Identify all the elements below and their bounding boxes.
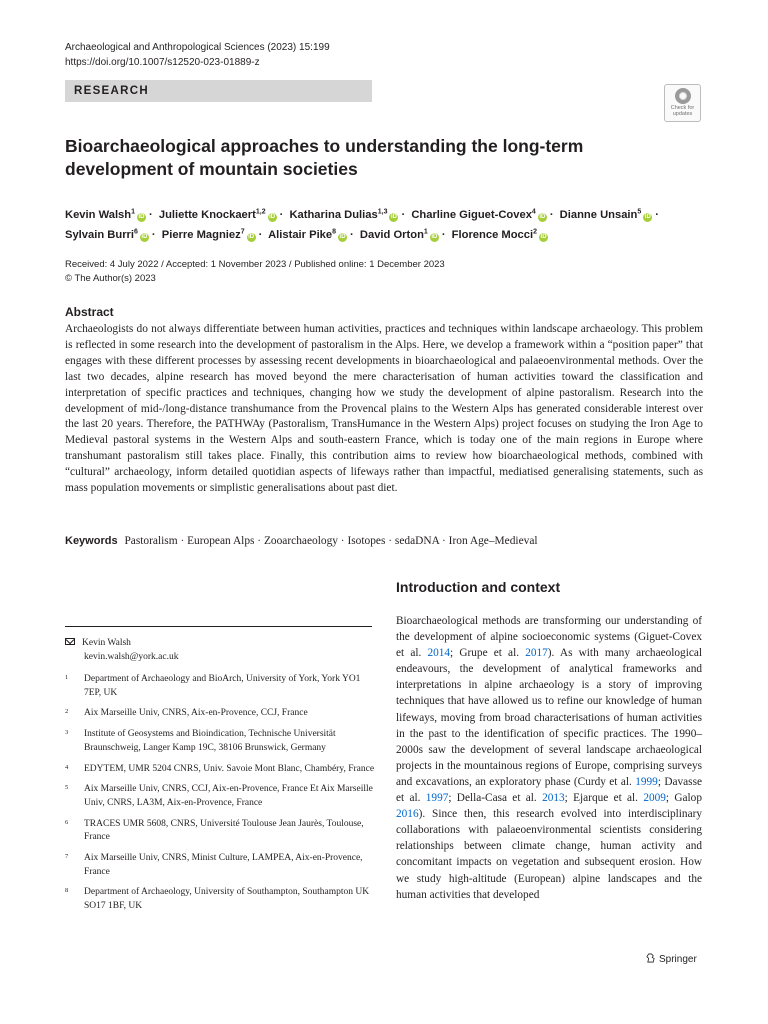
section-label: RESEARCH bbox=[65, 80, 372, 102]
orcid-icon[interactable]: iD bbox=[141, 234, 148, 241]
affiliation-number: 7 bbox=[65, 853, 69, 861]
affiliation-number: 2 bbox=[65, 708, 69, 716]
affiliation-number: 5 bbox=[65, 784, 69, 792]
citation-link[interactable]: 1997 bbox=[425, 792, 449, 805]
journal-citation: Archaeological and Anthropological Sciences (2023) 15:199 bbox=[65, 42, 330, 53]
affiliation-text: Aix Marseille Univ, CNRS, Aix-en-Provence, CCJ, France bbox=[84, 708, 308, 719]
orcid-icon[interactable]: iD bbox=[431, 234, 438, 241]
footnote-divider bbox=[65, 626, 372, 627]
citation-link[interactable]: 2017 bbox=[525, 647, 548, 660]
affiliation-item bbox=[65, 763, 375, 777]
copyright-line: © The Author(s) 2023 bbox=[65, 273, 156, 284]
dates-line: Received: 4 July 2022 / Accepted: 1 November 2023 / Published online: 1 December 2023 bbox=[65, 259, 445, 270]
introduction-text bbox=[396, 613, 702, 903]
author-list: Kevin Walsh$^1$iD · Juliette Knockaert$^{1,2}$iD · Katharina Dulias$^{1,3}$iD · Charline Giguet-Covex$^4$iD · Dianne Unsain$^5$iD · Sylvain Burri$^6$iD · Pierre Magniez$^7$iD · Alistair Pike$^8$iD · David Orton$^1$iD · Florence Mocci$^2$iD bbox=[65, 208, 660, 242]
orcid-icon[interactable]: iD bbox=[248, 234, 255, 241]
orcid-icon[interactable]: iD bbox=[339, 234, 346, 241]
publisher-name: Springer bbox=[659, 954, 697, 965]
author[interactable]: Charline Giguet-Covex$^4$iD bbox=[411, 208, 546, 221]
citation-link[interactable]: 1999 bbox=[635, 775, 658, 788]
body-text: ). Since then, this research evolved into interdisciplinary collaborations with palaeoenvironmental scientists considering relationships between climate change, human activity and concomitant impacts on vegetation and subsequent erosion. How we study high-altitude (European) alpine landscapes and the human activities that developed bbox=[396, 808, 702, 901]
author[interactable]: David Orton$^1$iD bbox=[359, 228, 438, 242]
body-text: ). As with many archaeological endeavours, the development of analytical frameworks and interpretations in alpine archaeology is a story of improving techniques that have allowed us to refine our knowledge of human lifeways, moving from broad characterisations of human activities in the past to the identification of specific practices. The 1990–2000s saw the development of several landscape archaeological projects in the mountainous regions of Europe, comprising surveys and excavations, an exploratory phase (Curdy et al. bbox=[396, 647, 702, 788]
check-badge-line2: updates bbox=[672, 111, 693, 117]
affiliation-item bbox=[65, 783, 375, 810]
body-text: ; Della-Casa et al. bbox=[448, 792, 543, 805]
affiliation-text: Aix Marseille Univ, CNRS, CCJ, Aix-en-Provence, France Et Aix Marseille Univ, CNRS, LA3M, Aix-en-Provence, France bbox=[84, 784, 373, 808]
orcid-icon[interactable]: iD bbox=[540, 234, 547, 241]
affiliation-text: Aix Marseille Univ, CNRS, Minist Culture, LAMPEA, Aix-en-Provence, France bbox=[84, 853, 363, 877]
affiliation-number: 4 bbox=[65, 763, 69, 771]
body-text: ; Galop bbox=[665, 792, 702, 805]
doi-link[interactable]: https://doi.org/10.1007/s12520-023-01889-z bbox=[65, 57, 260, 68]
check-updates-icon bbox=[675, 88, 691, 104]
affiliations bbox=[65, 673, 375, 921]
affiliation-number: 3 bbox=[65, 729, 69, 737]
keywords-list: Pastoralism · European Alps · Zooarchaeology · Isotopes · sedaDNA · Iron Age–Medieval bbox=[124, 535, 538, 547]
keywords-label: Keywords bbox=[65, 535, 118, 547]
orcid-icon[interactable]: iD bbox=[269, 213, 276, 220]
mail-icon bbox=[65, 638, 75, 645]
affiliation-item bbox=[65, 673, 375, 700]
affiliation-text: Department of Archaeology, University of Southampton, Southampton UK SO17 1BF, UK bbox=[84, 887, 370, 912]
corresponding-author bbox=[65, 636, 372, 664]
author[interactable]: Pierre Magniez$^7$iD bbox=[161, 228, 255, 242]
body-text: ; Davasse et al. bbox=[396, 775, 702, 805]
check-badge-line1: Check for bbox=[670, 105, 695, 111]
abstract-text: Archaeologists do not always differentiate between human activities, practices and techniques within landscape archaeology. This problem is reflected in some research into the development of pastoralism in the Alps. Here, we develop a framework within a “position paper” that engages with these different processes by assessing recent developments in bioarchaeological and palaeoenvironmental methods. Over the last two decades, alpine research has moved beyond the mere characterisation of human activities toward the classification and interpretation of specific practices and techniques, changing how we study the development of alpine pastoralism. Research into the development of mid-/long-distance transhumance from the Provencal plains to the Western Alps has generated considerable interest over the last 20 years. Therefore, the PATHWAy (Pastoralism, TransHumance in the Western Alps) project focuses on studying the Iron Age to Medieval pastoral systems in the Western Alps and south-eastern France, which is today one of the main regions in Europe where transhumant pastoralism still takes place. Finally, this contribution aims to review how bioarchaeological methods, combined with “cultural” archaeology, inform detailed quotidian aspects of lifeways rather than impactful, mediatised generalising statements, such as mass population movements or simplistic generalisations about past diet. bbox=[65, 323, 703, 495]
affiliation-text: Institute of Geosystems and Bioindication, Technische Universität Braunschweig, Langer Kamp 19C, 38106 Brunswick, Germany bbox=[84, 729, 336, 753]
publication-dates bbox=[65, 258, 445, 286]
affiliation-text: EDYTEM, UMR 5204 CNRS, Univ. Savoie Mont Blanc, Chambéry, France bbox=[84, 763, 375, 774]
author[interactable]: Florence Mocci$^2$iD bbox=[451, 228, 547, 242]
orcid-icon[interactable]: iD bbox=[539, 213, 546, 220]
affiliation-text: Department of Archaeology and BioArch, University of York, York YO1 7EP, UK bbox=[84, 674, 361, 698]
affiliation-item bbox=[65, 707, 375, 721]
affiliation-item bbox=[65, 852, 375, 879]
orcid-icon[interactable]: iD bbox=[138, 213, 145, 220]
body-text: Bioarchaeological methods are transforming our understanding of the development of alpine socioeconomic systems (Giguet-Covex et al. bbox=[396, 615, 702, 660]
article-title: Bioarchaeological approaches to understanding the long-term development of mountain societies bbox=[65, 136, 584, 179]
orcid-icon[interactable]: iD bbox=[390, 213, 397, 220]
springer-horse-icon bbox=[646, 953, 655, 963]
journal-header bbox=[65, 40, 330, 70]
author[interactable]: Katharina Dulias$^{1,3}$iD bbox=[289, 208, 397, 221]
section-heading: Introduction and context bbox=[396, 579, 561, 595]
affiliation-number: 6 bbox=[65, 818, 69, 826]
contact-email[interactable]: kevin.walsh@york.ac.uk bbox=[84, 652, 179, 662]
affiliation-text: TRACES UMR 5608, CNRS, Université Toulouse Jean Jaurès, Toulouse, France bbox=[84, 818, 364, 843]
affiliation-number: 8 bbox=[65, 887, 69, 895]
body-text: ; Ejarque et al. bbox=[564, 792, 644, 805]
abstract-heading: Abstract bbox=[65, 305, 114, 319]
check-for-updates-badge[interactable] bbox=[664, 84, 701, 122]
author[interactable]: Kevin Walsh$^1$iD bbox=[65, 208, 145, 221]
author[interactable]: Sylvain Burri$^6$iD bbox=[65, 228, 148, 242]
citation-link[interactable]: 2009 bbox=[643, 792, 666, 805]
affiliation-item bbox=[65, 818, 375, 845]
author[interactable]: Juliette Knockaert$^{1,2}$iD bbox=[158, 208, 276, 221]
citation-link[interactable]: 2013 bbox=[542, 792, 565, 805]
affiliation-number: 1 bbox=[65, 674, 69, 681]
publisher-logo bbox=[646, 953, 697, 967]
citation-link[interactable]: 2014 bbox=[427, 647, 451, 660]
citation-link[interactable]: 2016 bbox=[396, 808, 419, 821]
keywords bbox=[65, 534, 703, 549]
affiliation-item bbox=[65, 886, 375, 913]
body-text: ; Grupe et al. bbox=[450, 647, 526, 660]
author[interactable]: Alistair Pike$^8$iD bbox=[268, 228, 346, 242]
contact-name: Kevin Walsh bbox=[82, 638, 131, 648]
orcid-icon[interactable]: iD bbox=[644, 213, 651, 220]
affiliation-item bbox=[65, 728, 375, 755]
author[interactable]: Dianne Unsain$^5$iD bbox=[559, 208, 651, 221]
